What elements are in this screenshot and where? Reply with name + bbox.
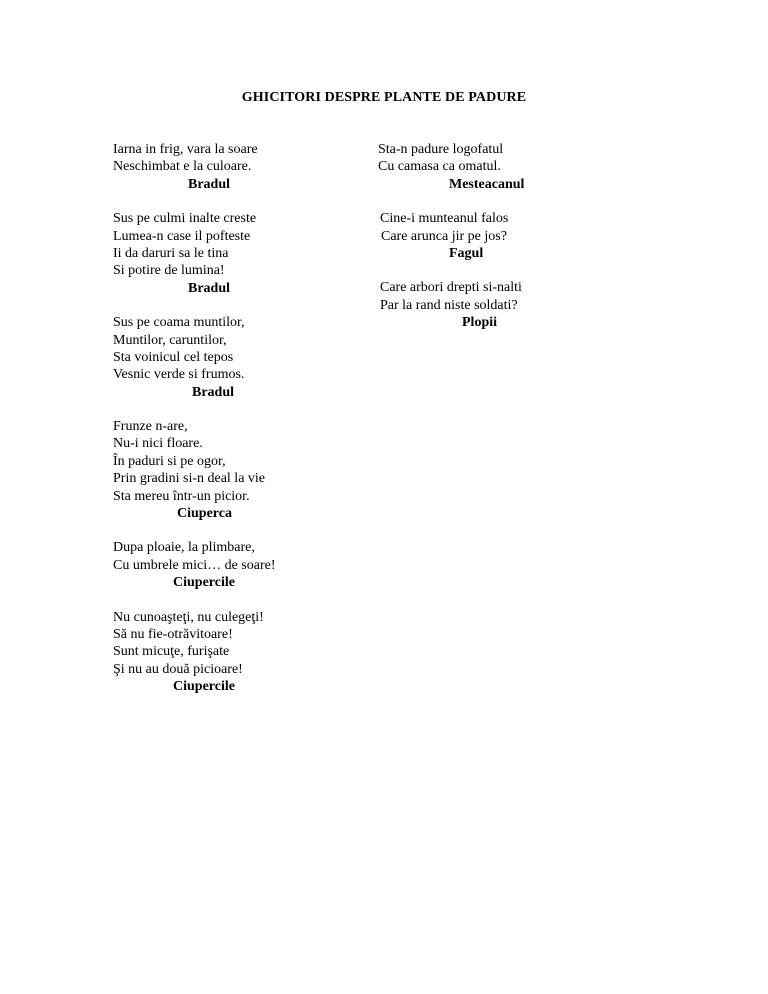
riddle-line: Sta-n padure logofatul	[378, 142, 504, 157]
riddle-answer: Ciupercile	[173, 575, 235, 591]
riddle-line: Frunze n-are,	[113, 419, 188, 435]
riddle-line: Par la rand niste soldati?	[380, 297, 518, 313]
riddle-line: Iarna in frig, vara la soare	[113, 142, 258, 157]
riddle-line: Si potire de lumina!	[113, 263, 225, 279]
riddle-line: Să nu fie-otrăvitoare!	[113, 626, 233, 642]
left-column	[113, 141, 343, 713]
riddle-bradul-2	[113, 210, 343, 297]
riddle-line: Nu-i nici floare.	[113, 436, 203, 452]
riddle-line: Şi nu au două picioare!	[113, 661, 243, 677]
riddle-line: Cu umbrele mici… de soare!	[113, 557, 276, 573]
riddle-plopii	[376, 279, 596, 331]
riddle-line: Sus pe culmi inalte creste	[113, 211, 257, 227]
riddle-ciuperca	[113, 418, 343, 522]
riddle-line: Care arbori drepti si-nalti	[380, 280, 522, 296]
riddle-bradul-3	[113, 314, 343, 401]
riddle-line: Ii da daruri sa le tina	[113, 245, 229, 261]
riddle-answer: Bradul	[188, 176, 231, 192]
riddle-ciupercile-1	[113, 539, 343, 591]
riddle-line: Dupa ploaie, la plimbare,	[113, 540, 255, 556]
riddle-answer: Plopii	[462, 315, 498, 331]
riddle-line: Sunt micuţe, furişate	[113, 644, 230, 660]
riddle-line: Sta voinicul cel tepos	[113, 349, 234, 365]
riddle-fagul	[376, 210, 596, 262]
riddle-line: Neschimbat e la culoare.	[113, 159, 252, 175]
riddle-answer: Ciupercile	[173, 679, 235, 695]
riddle-line: Muntilor, caruntilor,	[113, 332, 227, 348]
riddle-line: Vesnic verde si frumos.	[113, 367, 245, 383]
riddle-answer: Bradul	[192, 384, 235, 400]
riddle-line: Care arunca jir pe jos?	[381, 228, 507, 244]
riddle-line: Prin gradini si-n deal la vie	[113, 471, 266, 487]
riddle-line: Sus pe coama muntilor,	[113, 315, 245, 331]
riddle-line: În paduri si pe ogor,	[113, 453, 226, 469]
riddle-answer: Ciuperca	[177, 506, 232, 522]
right-column	[376, 141, 596, 349]
riddle-line: Lumea-n case il pofteste	[113, 228, 251, 244]
riddle-line: Cu camasa ca omatul.	[378, 159, 501, 175]
riddle-ciupercile-2	[113, 609, 343, 696]
riddle-answer: Fagul	[449, 245, 484, 261]
riddle-line: Cine-i munteanul falos	[380, 211, 509, 227]
riddle-answer: Bradul	[188, 280, 231, 296]
riddle-answer: Mesteacanul	[449, 176, 525, 192]
riddle-bradul-1	[113, 141, 343, 193]
page-title: GHICITORI DESPRE PLANTE DE PADURE	[241, 90, 527, 105]
riddle-line: Sta mereu într-un picior.	[113, 488, 250, 504]
riddle-line: Nu cunoaşteţi, nu culegeţi!	[113, 609, 264, 625]
riddle-mesteacanul	[376, 141, 596, 193]
